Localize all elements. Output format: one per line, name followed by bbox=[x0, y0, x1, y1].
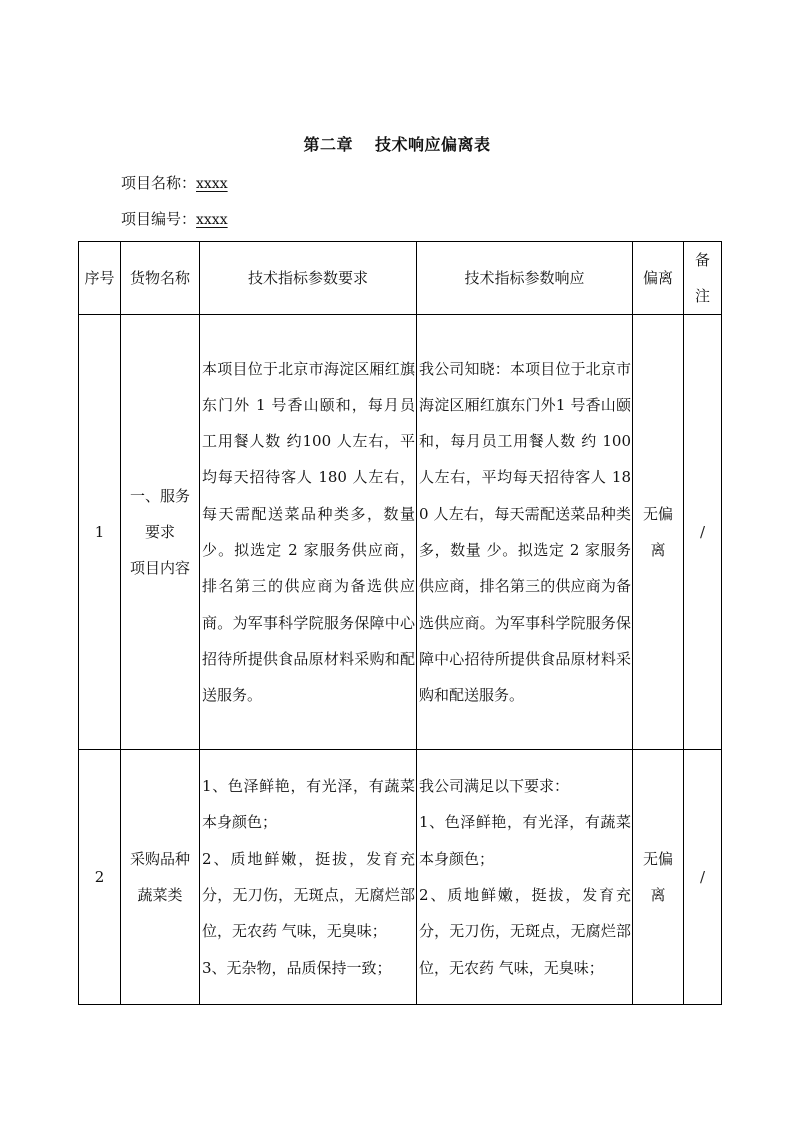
header-remark-line2: 注 bbox=[694, 287, 710, 305]
goods-name-line: 一、服务 bbox=[129, 487, 190, 505]
requirement-item: 3、无杂物，品质保持一致； bbox=[202, 958, 392, 977]
project-name-value: xxxx bbox=[196, 176, 228, 192]
project-name-label: 项目名称： bbox=[121, 174, 197, 192]
deviation-line: 无偏 bbox=[642, 850, 673, 868]
row-remark bbox=[684, 315, 722, 750]
table-header-row bbox=[79, 242, 722, 315]
header-goods-name: 货物名称 bbox=[121, 242, 200, 315]
project-code-line bbox=[121, 208, 228, 229]
row-requirement bbox=[200, 750, 417, 1005]
project-code-label: 项目编号： bbox=[121, 210, 197, 228]
chapter-label: 第二章 bbox=[303, 135, 353, 154]
requirement-item: 2、质地鲜嫩，挺拔，发育充分，无刀伤，无斑点，无腐烂部位，无农药 气味，无臭味； bbox=[202, 849, 415, 941]
requirement-text: 本项目位于北京市海淀区厢红旗东门外 1 号香山颐和，每月员工用餐人数 约100 人左右，平均每天招待客人 180 人左右，每天需配送菜品种类多，数量 少。拟选定 2 家服务供应商，排名第三的供应商为备选供应商。为军事科学院服务保障中心招待所提供食品原材料采购和配送服务。 bbox=[202, 359, 415, 705]
project-code-value: xxxx bbox=[196, 212, 228, 228]
deviation-line: 离 bbox=[650, 541, 666, 559]
header-deviation: 偏离 bbox=[633, 242, 684, 315]
table-row bbox=[79, 750, 722, 1005]
row-remark bbox=[684, 750, 722, 1005]
row-seq: 1 bbox=[79, 315, 121, 750]
row-goods-name bbox=[121, 315, 200, 750]
goods-name-line: 要求 bbox=[144, 523, 175, 541]
row-goods-name bbox=[121, 750, 200, 1005]
remark-text: / bbox=[699, 523, 706, 541]
row-requirement bbox=[200, 315, 417, 750]
row-response bbox=[417, 315, 633, 750]
row-seq: 2 bbox=[79, 750, 121, 1005]
header-response: 技术指标参数响应 bbox=[417, 242, 633, 315]
header-seq: 序号 bbox=[79, 242, 121, 315]
page-title bbox=[0, 132, 794, 155]
deviation-line: 无偏 bbox=[642, 505, 673, 523]
row-deviation bbox=[633, 315, 684, 750]
table-row bbox=[79, 315, 722, 750]
goods-name-line: 项目内容 bbox=[129, 559, 190, 577]
response-text: 我公司知晓：本项目位于北京市海淀区厢红旗东门外1 号香山颐和，每月员工用餐人数 约 100 人左右，平均每天招待客人 180 人左右，每天需配送菜品种类多，数量 少。拟选定 2 家服务供应商，排名第三的供应商为备选供应商。为军事科学院服务保障中心招待所提供食品原材料采购和配送服务。 bbox=[419, 359, 631, 705]
row-response bbox=[417, 750, 633, 1005]
response-item: 1、色泽鲜艳，有光泽，有蔬菜本身颜色； bbox=[419, 813, 631, 868]
row-deviation bbox=[633, 750, 684, 1005]
header-remark-line1: 备 bbox=[694, 251, 710, 269]
header-requirement: 技术指标参数要求 bbox=[200, 242, 417, 315]
deviation-table bbox=[78, 241, 722, 1005]
response-item: 我公司满足以下要求： bbox=[419, 777, 570, 796]
remark-text: / bbox=[699, 868, 706, 886]
response-item: 2、质地鲜嫩，挺拔，发育充分，无刀伤，无斑点，无腐烂部位，无农药 气味，无臭味； bbox=[419, 886, 631, 977]
table-title: 技术响应偏离表 bbox=[375, 135, 491, 154]
goods-name-line: 采购品种 bbox=[129, 850, 190, 868]
project-name-line bbox=[121, 172, 228, 193]
goods-name-line: 蔬菜类 bbox=[137, 886, 183, 904]
requirement-item: 1、色泽鲜艳，有光泽，有蔬菜本身颜色； bbox=[202, 777, 415, 832]
header-remark bbox=[684, 242, 722, 315]
deviation-line: 离 bbox=[650, 886, 666, 904]
